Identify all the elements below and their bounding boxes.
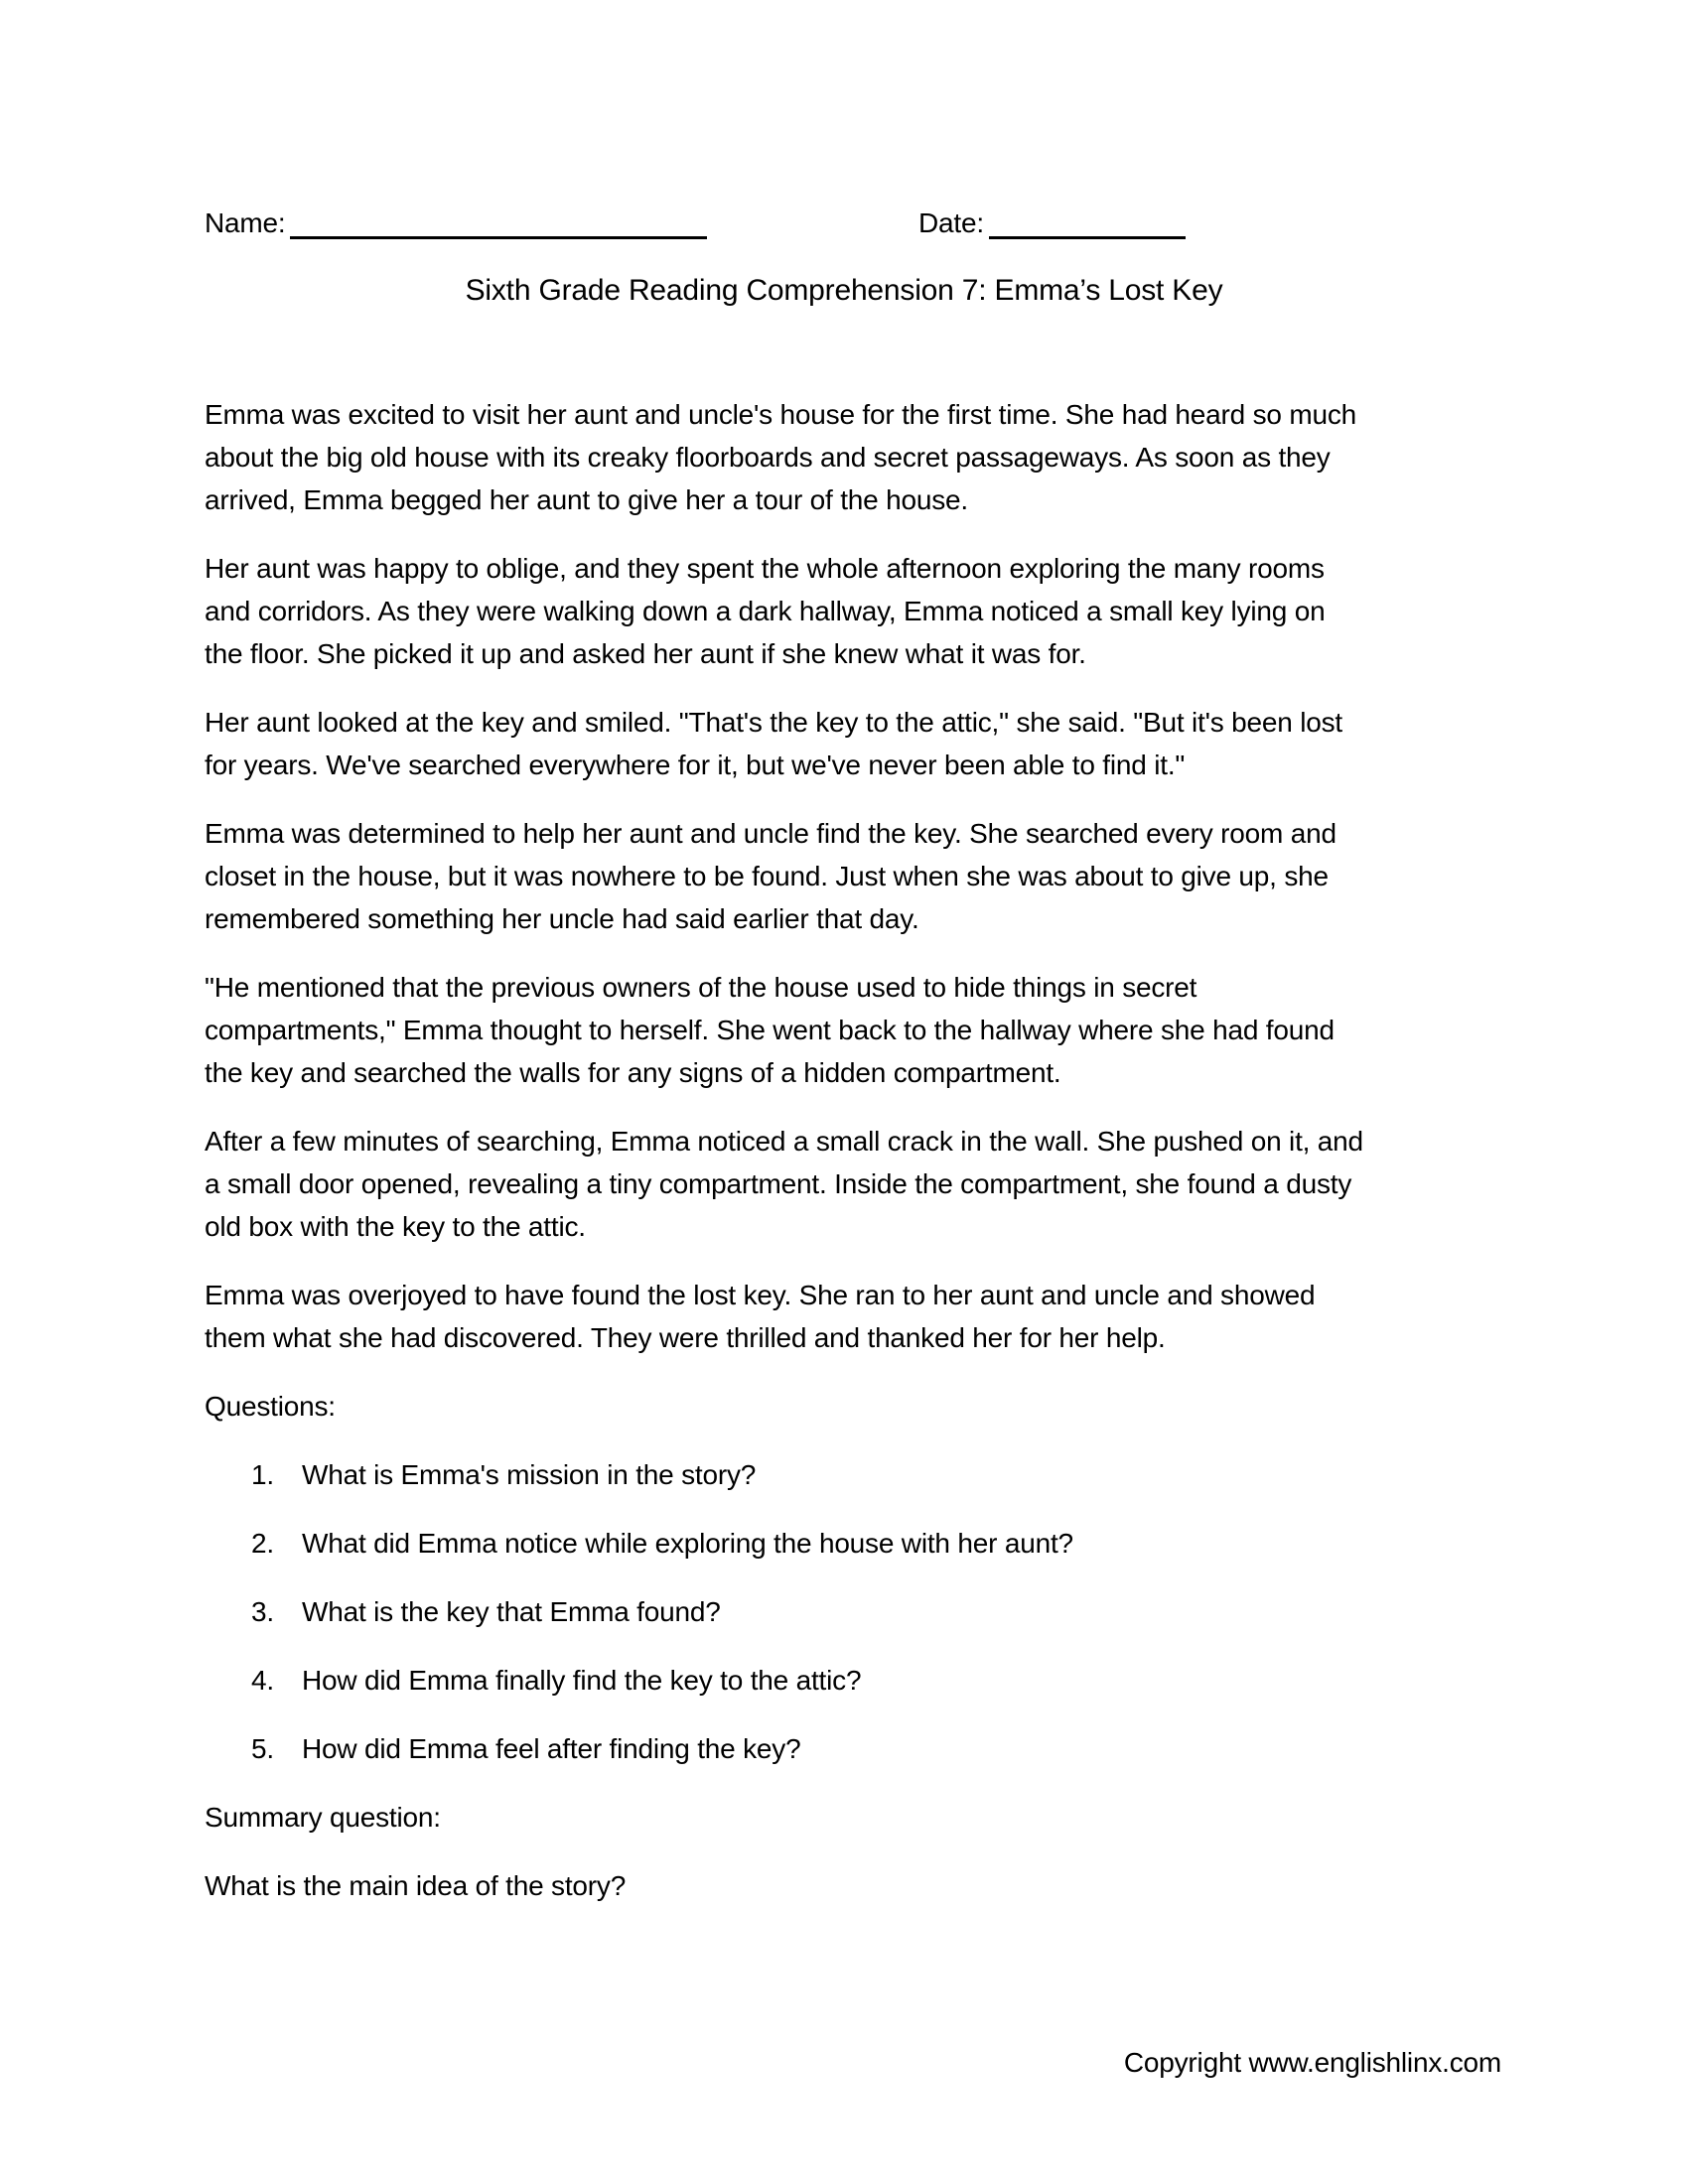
question-number: 5.	[251, 1733, 274, 1764]
summary-question-text: What is the main idea of the story?	[205, 1870, 627, 1901]
date-label: Date:	[918, 207, 984, 238]
date-field	[918, 206, 1186, 239]
story-line: about the big old house with its creaky floorboards and secret passageways. As soon as they	[205, 442, 1331, 473]
story-line: After a few minutes of searching, Emma noticed a small crack in the wall. She pushed on it, and	[205, 1126, 1363, 1157]
story-line: and corridors. As they were walking down a dark hallway, Emma noticed a small key lying on	[205, 596, 1326, 626]
story-line: them what she had discovered. They were thrilled and thanked her for her help.	[205, 1322, 1166, 1353]
story-line: Her aunt was happy to oblige, and they spent the whole afternoon exploring the many rooms	[205, 553, 1325, 584]
question-number: 1.	[251, 1459, 274, 1490]
question-item-5	[205, 1727, 1505, 1770]
question-item-4	[205, 1659, 1505, 1702]
question-number: 3.	[251, 1596, 274, 1627]
header	[0, 206, 1688, 256]
story-line: for years. We've searched everywhere for it, but we've never been able to find it."	[205, 750, 1186, 780]
worksheet-title: Sixth Grade Reading Comprehension 7: Emma’s Lost Key	[465, 274, 1223, 307]
name-label: Name:	[205, 207, 286, 238]
question-text: How did Emma feel after finding the key?	[302, 1733, 801, 1764]
story-line: the floor. She picked it up and asked her aunt if she knew what it was for.	[205, 638, 1086, 669]
story-line: compartments," Emma thought to herself. She went back to the hallway where she had found	[205, 1015, 1335, 1045]
story-line: a small door opened, revealing a tiny compartment. Inside the compartment, she found a dusty	[205, 1168, 1352, 1199]
story-line: arrived, Emma begged her aunt to give her a tour of the house.	[205, 484, 968, 515]
question-text: What did Emma notice while exploring the house with her aunt?	[302, 1528, 1073, 1559]
question-item-1	[205, 1453, 1505, 1496]
story-line: Emma was overjoyed to have found the lost key. She ran to her aunt and uncle and showed	[205, 1280, 1316, 1310]
date-blank-line	[989, 206, 1186, 239]
copyright-text: Copyright www.englishlinx.com	[1123, 2047, 1501, 2078]
story-line: "He mentioned that the previous owners of the house used to hide things in secret	[205, 972, 1197, 1003]
question-text: What is the key that Emma found?	[302, 1596, 721, 1627]
story-paragraph-2	[205, 547, 1505, 675]
story-paragraph-1	[205, 393, 1505, 521]
name-blank-line	[290, 206, 707, 239]
question-item-2	[205, 1522, 1505, 1565]
footer	[0, 2047, 1501, 2079]
question-number: 4.	[251, 1665, 274, 1696]
story-paragraph-5	[205, 966, 1505, 1094]
summary-question-heading: Summary question:	[205, 1802, 441, 1833]
question-text: What is Emma's mission in the story?	[302, 1459, 757, 1490]
story-paragraph-3	[205, 701, 1505, 786]
worksheet-body	[205, 393, 1505, 1933]
story-line: Her aunt looked at the key and smiled. "That's the key to the attic," she said. "But it's been lost	[205, 707, 1343, 738]
story-line: remembered something her uncle had said earlier that day.	[205, 903, 919, 934]
story-paragraph-6	[205, 1120, 1505, 1248]
story-line: closet in the house, but it was nowhere to be found. Just when she was about to give up, she	[205, 861, 1329, 891]
story-paragraph-7	[205, 1274, 1505, 1359]
story-paragraph-4	[205, 812, 1505, 940]
story-line: old box with the key to the attic.	[205, 1211, 586, 1242]
question-text: How did Emma finally find the key to the attic?	[302, 1665, 862, 1696]
question-item-3	[205, 1590, 1505, 1633]
questions-heading: Questions:	[205, 1391, 336, 1422]
story-line: Emma was excited to visit her aunt and uncle's house for the first time. She had heard so much	[205, 399, 1357, 430]
story-line: the key and searched the walls for any signs of a hidden compartment.	[205, 1057, 1061, 1088]
story-line: Emma was determined to help her aunt and uncle find the key. She searched every room and	[205, 818, 1336, 849]
name-field	[205, 206, 707, 239]
question-number: 2.	[251, 1528, 274, 1559]
